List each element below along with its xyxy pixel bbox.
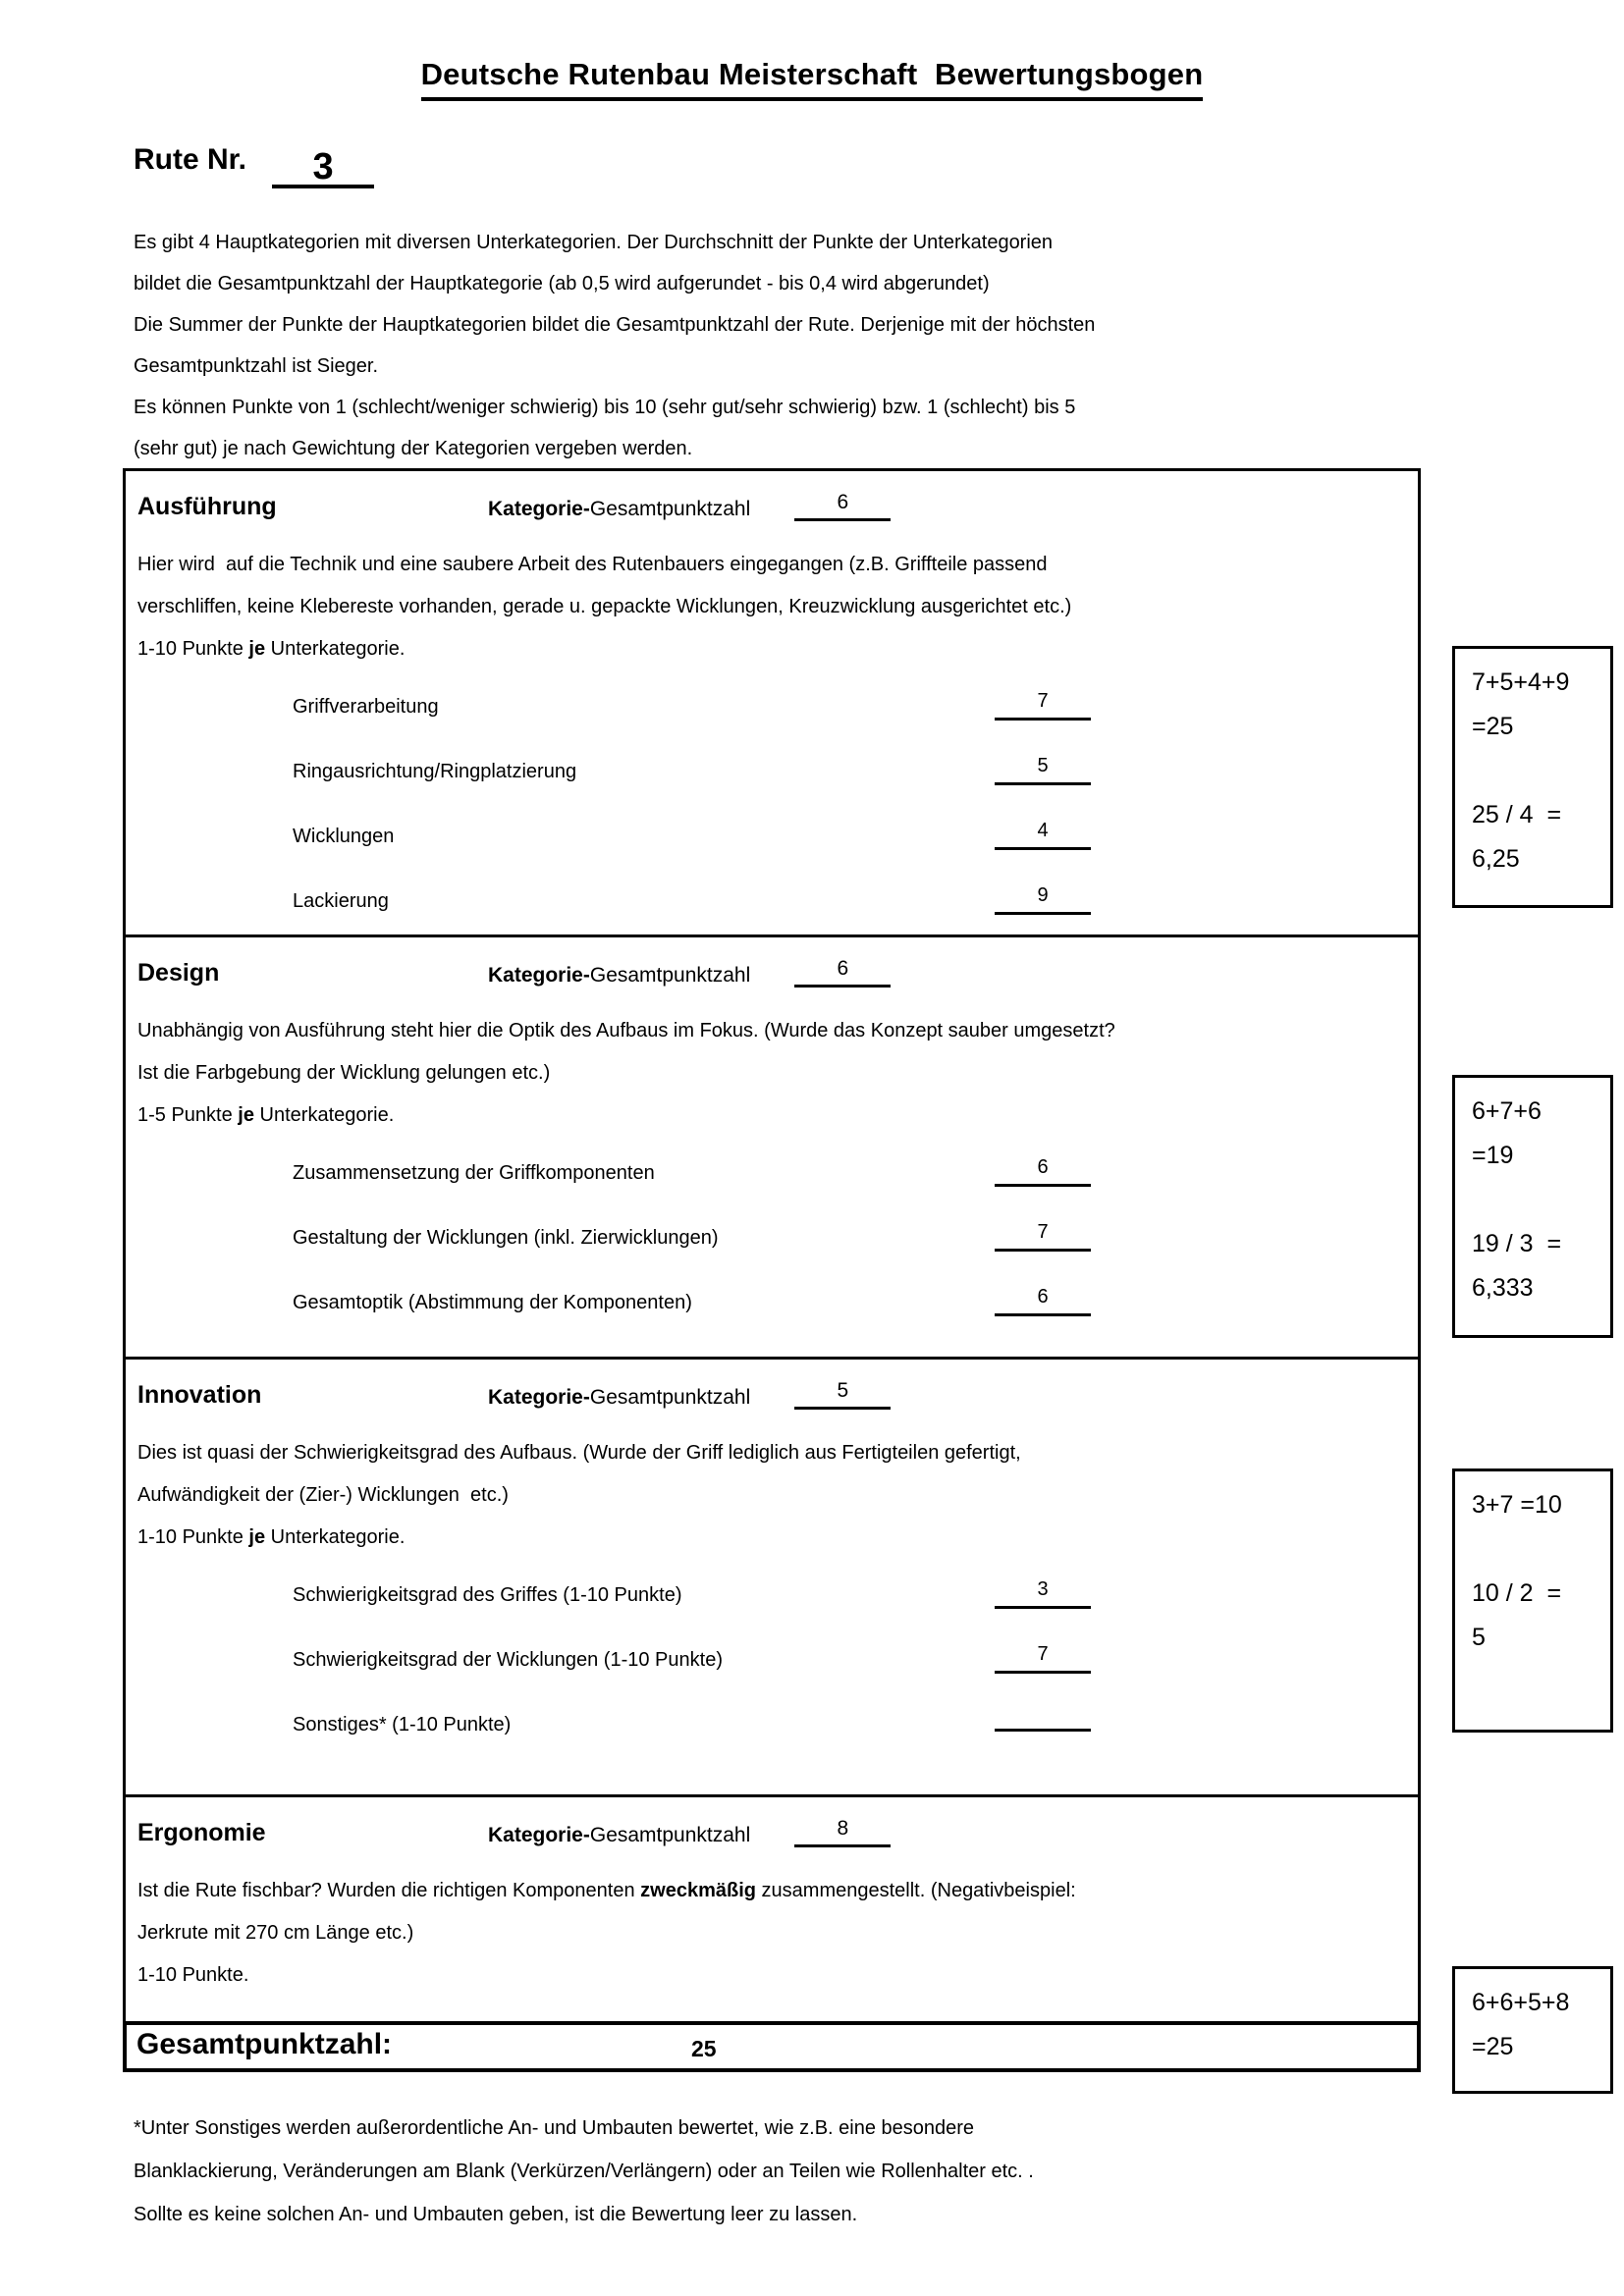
subcategory-label: Griffverarbeitung <box>293 696 439 718</box>
category-name: Ergonomie <box>137 1819 266 1846</box>
rod-number-label: Rute Nr. <box>134 143 247 176</box>
calc-box-ausfuehrung <box>1452 646 1613 908</box>
subcategory-score: 7 <box>995 1221 1091 1252</box>
subcategory-score: 7 <box>995 1643 1091 1674</box>
category-description <box>126 1432 1418 1559</box>
subcategory-score: 6 <box>995 1156 1091 1187</box>
gesamtpunktzahl-label: Gesamtpunktzahl <box>589 964 751 987</box>
category-box-ausfuehrung <box>123 468 1421 937</box>
subcategory-row <box>126 745 1418 810</box>
intro-text <box>134 222 1095 469</box>
category-box-innovation <box>123 1357 1421 1797</box>
category-box-ergonomie <box>123 1794 1421 2024</box>
description-line: 1-10 Punkte je Unterkategorie. <box>137 1526 406 1548</box>
calc-line <box>1472 1178 1610 1222</box>
page-title: Deutsche Rutenbau Meisterschaft Bewertungsbogen <box>421 57 1204 101</box>
kategorie-label: Kategorie- <box>488 964 590 987</box>
calc-box-innovation <box>1452 1468 1613 1733</box>
description-line: Unabhängig von Ausführung steht hier die Optik des Aufbaus im Fokus. (Wurde das Konzept sauber umgesetzt? <box>137 1020 1115 1041</box>
subcategory-label: Wicklungen <box>293 826 395 847</box>
category-description <box>126 1870 1418 1997</box>
description-line: Hier wird auf die Technik und eine saubere Arbeit des Rutenbauers eingegangen (z.B. Griffteile passend <box>137 554 1048 575</box>
calc-line: 6+6+5+8 <box>1472 1989 1570 2016</box>
calc-line <box>1472 1527 1610 1572</box>
subcategory-score: 7 <box>995 690 1091 721</box>
category-score-value: 5 <box>794 1379 891 1410</box>
category-header <box>126 471 1418 522</box>
calc-line: 6+7+6 <box>1472 1097 1542 1125</box>
calc-line: 7+5+4+9 <box>1472 668 1570 696</box>
calc-line <box>1472 749 1610 793</box>
subcategory-row <box>126 1276 1418 1341</box>
total-score-value: 25 <box>691 2036 717 2061</box>
category-score-value: 8 <box>794 1817 891 1847</box>
subcategory-row <box>126 810 1418 875</box>
intro-line: (sehr gut) je nach Gewichtung der Kategorien vergeben werden. <box>134 438 693 459</box>
calc-line: 25 / 4 = <box>1472 801 1562 828</box>
description-line: verschliffen, keine Klebereste vorhanden, gerade u. gepackte Wicklungen, Kreuzwicklung ausgerichtet etc.) <box>137 596 1072 617</box>
intro-line: Es können Punkte von 1 (schlecht/weniger schwierig) bis 10 (sehr gut/sehr schwierig) bzw. 1 (schlecht) bis 5 <box>134 397 1076 418</box>
description-line: Ist die Rute fischbar? Wurden die richtigen Komponenten zweckmäßig zusammengestellt. (Negativbeispiel: <box>137 1880 1076 1901</box>
calc-line: 5 <box>1472 1624 1486 1651</box>
calc-box-design <box>1452 1075 1613 1338</box>
description-line: 1-10 Punkte je Unterkategorie. <box>137 638 406 660</box>
subcategory-label: Gesamtoptik (Abstimmung der Komponenten) <box>293 1292 692 1313</box>
subcategory-row <box>126 1147 1418 1211</box>
category-box-design <box>123 934 1421 1360</box>
kategorie-label: Kategorie- <box>488 498 590 520</box>
calc-line: =19 <box>1472 1142 1514 1169</box>
description-line: 1-10 Punkte. <box>137 1964 249 1986</box>
footnote-line: Sollte es keine solchen An- und Umbauten geben, ist die Bewertung leer zu lassen. <box>134 2204 858 2225</box>
intro-line: Es gibt 4 Hauptkategorien mit diversen Unterkategorien. Der Durchschnitt der Punkte der Unterkategorien <box>134 232 1054 253</box>
footnote-line: *Unter Sonstiges werden außerordentliche An- und Umbauten bewertet, wie z.B. eine besondere <box>134 2117 975 2139</box>
subcategory-score: 4 <box>995 820 1091 850</box>
footnote-line: Blanklackierung, Veränderungen am Blank (Verkürzen/Verlängern) oder an Teilen wie Rollenhalter etc. . <box>134 2161 1034 2182</box>
description-line: Dies ist quasi der Schwierigkeitsgrad des Aufbaus. (Wurde der Griff lediglich aus Fertigteilen gefertigt, <box>137 1442 1021 1464</box>
subcategory-row <box>126 1633 1418 1698</box>
calc-line: 6,333 <box>1472 1274 1534 1302</box>
subcategory-label: Schwierigkeitsgrad der Wicklungen (1-10 Punkte) <box>293 1649 723 1671</box>
calc-line: 6,25 <box>1472 845 1520 873</box>
subcategory-row <box>126 680 1418 745</box>
subcategory-label: Ringausrichtung/Ringplatzierung <box>293 761 577 782</box>
subcategory-list <box>126 1147 1418 1341</box>
subcategory-score: 3 <box>995 1578 1091 1609</box>
category-header <box>126 1797 1418 1848</box>
gesamtpunktzahl-label: Gesamtpunktzahl <box>589 1824 751 1846</box>
gesamtpunktzahl-label: Gesamtpunktzahl <box>589 1386 751 1409</box>
category-boxes-column <box>123 471 1421 2072</box>
gesamtpunktzahl-label: Gesamtpunktzahl <box>589 498 751 520</box>
subcategory-score: 9 <box>995 884 1091 915</box>
category-score-label <box>488 1824 750 1846</box>
subcategory-list <box>126 1569 1418 1763</box>
subcategory-label: Sonstiges* (1-10 Punkte) <box>293 1714 512 1735</box>
kategorie-label: Kategorie- <box>488 1824 590 1846</box>
subcategory-list <box>126 680 1418 939</box>
calc-line: =25 <box>1472 713 1514 740</box>
subcategory-label: Zusammensetzung der Griffkomponenten <box>293 1162 655 1184</box>
category-score-value: 6 <box>794 957 891 988</box>
category-header <box>126 1360 1418 1411</box>
rod-number-row <box>134 143 374 188</box>
category-score-label <box>488 964 750 987</box>
calc-line: 10 / 2 = <box>1472 1579 1562 1607</box>
subcategory-row <box>126 875 1418 939</box>
subcategory-row <box>126 1569 1418 1633</box>
subcategory-row <box>126 1698 1418 1763</box>
calc-line: =25 <box>1472 2033 1514 2060</box>
total-score-label: Gesamtpunktzahl: <box>136 2028 393 2060</box>
intro-line: Die Summer der Punkte der Hauptkategorien bildet die Gesamtpunktzahl der Rute. Derjenige mit der höchsten <box>134 314 1096 336</box>
subcategory-score: 5 <box>995 755 1091 785</box>
footnote-text <box>134 2107 1034 2236</box>
subcategory-row <box>126 1211 1418 1276</box>
category-score-value: 6 <box>794 491 891 521</box>
subcategory-label: Schwierigkeitsgrad des Griffes (1-10 Punkte) <box>293 1584 682 1606</box>
intro-line: bildet die Gesamtpunktzahl der Hauptkategorie (ab 0,5 wird aufgerundet - bis 0,4 wird abgerundet) <box>134 273 990 294</box>
description-line: Aufwändigkeit der (Zier-) Wicklungen etc.) <box>137 1484 509 1506</box>
calc-box-total <box>1452 1966 1613 2094</box>
calc-line: 3+7 =10 <box>1472 1491 1562 1519</box>
description-line: Ist die Farbgebung der Wicklung gelungen etc.) <box>137 1062 551 1084</box>
category-name: Innovation <box>137 1381 262 1409</box>
subcategory-score: 6 <box>995 1286 1091 1316</box>
description-line: Jerkrute mit 270 cm Länge etc.) <box>137 1922 414 1944</box>
subcategory-score <box>995 1708 1091 1732</box>
kategorie-label: Kategorie- <box>488 1386 590 1409</box>
total-score-row <box>123 2021 1421 2072</box>
category-score-label <box>488 498 750 520</box>
category-score-label <box>488 1386 750 1409</box>
description-line: 1-5 Punkte je Unterkategorie. <box>137 1104 395 1126</box>
category-description <box>126 544 1418 670</box>
category-header <box>126 937 1418 988</box>
calc-line: 19 / 3 = <box>1472 1230 1562 1257</box>
category-name: Design <box>137 959 220 987</box>
subcategory-label: Gestaltung der Wicklungen (inkl. Zierwicklungen) <box>293 1227 719 1249</box>
subcategory-label: Lackierung <box>293 890 389 912</box>
category-name: Ausführung <box>137 493 277 520</box>
intro-line: Gesamtpunktzahl ist Sieger. <box>134 355 379 377</box>
category-description <box>126 1010 1418 1137</box>
rod-number-value: 3 <box>272 143 374 188</box>
title-wrap <box>0 57 1624 101</box>
